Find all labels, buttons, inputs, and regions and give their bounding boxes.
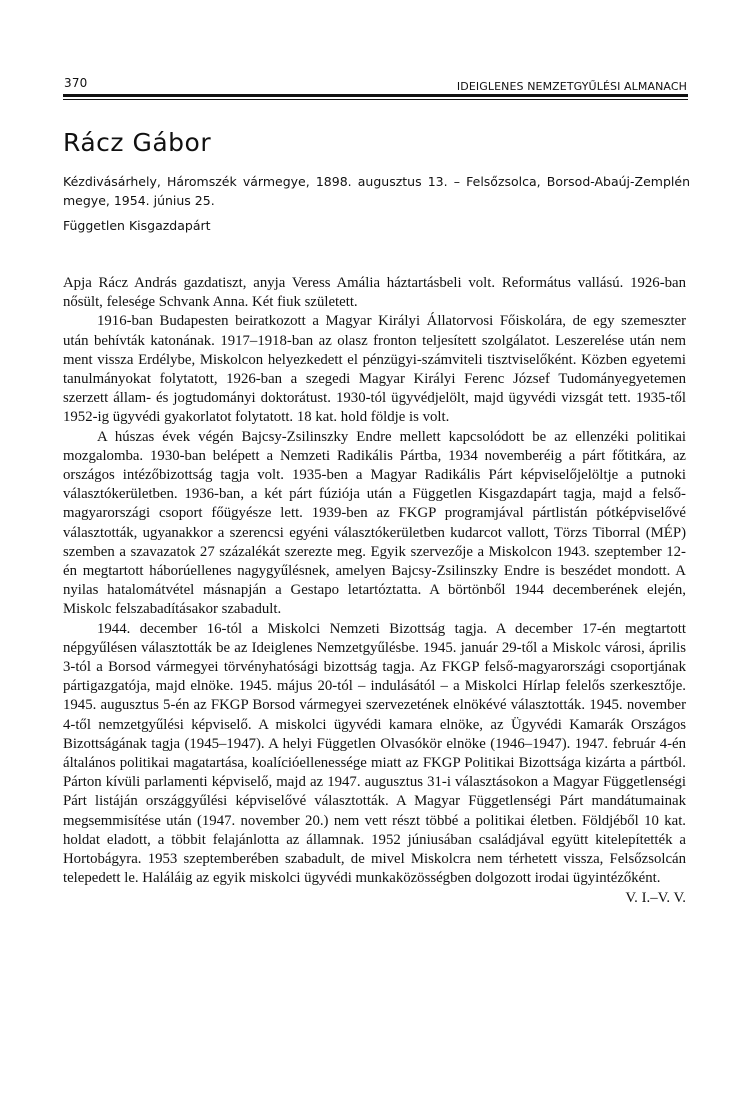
party-affiliation: Független Kisgazdapárt	[63, 218, 211, 233]
entry-name: Rácz Gábor	[63, 128, 212, 157]
paragraph-education: 1916-ban Budapesten beiratkozott a Magyar Királyi Állatorvosi Főiskolára, de egy szemeszter után behívták katonának. 1917–1918-ban az olasz fronton teljesített szolgálatot. Leszerelése után nem ment vissza Erdélybe, Miskolcon helyezkedett el pénzügyi-számviteli tisztviselőként. Közben egyetemi tanulmányokat folytatott, 1926-ban a szegedi Magyar Királyi Ferenc József Tudományegyetemen szerzett állam- és jogtudományi doktorátust. 1930-tól ügyvédjelölt, majd ügyvédi vizsgát tett. 1935-től 1952-ig ügyvédi gyakorlatot folytatott. 18 kat. hold földje is volt.	[63, 313, 686, 426]
paragraph-early-politics: A húszas évek végén Bajcsy-Zsilinszky Endre mellett kapcsolódott be az ellenzéki politikai mozgalomba. 1930-ban belépett a Nemzeti Radikális Pártba, 1934 novemberéig a párt főtitkára, az országos intézőbizottság tagja volt. 1935-ben a Magyar Radikális Párt képviselőjelöltje a putnoki választókerületben. 1936-ban, a két párt fúziója után a Független Kisgazdapárt tagja, majd a felső-magyarországi csoport főügyésze lett. 1939-ben az FKGP programjával pártlistán pótképviselővé választották, ugyanakkor a szerencsi egyéni választókerületben kudarcot vallott, Törzs Tiborral (MÉP) szemben a szavazatok 27 százalékát szerezte meg. Egyik szervezője a Miskolcon 1943. szeptember 12-én megtartott háborúellenes nagygyűlésnek, amelyen Bajcsy-Zsilinszky Endre is beszédet mondott. A nyilas hatalomátvétel másnapján a Gestapo letartóztatta. A börtönből 1944 decemberének elején, Miskolc felszabadításakor szabadult.	[63, 428, 686, 618]
header-rule-thick	[63, 94, 688, 97]
page-number: 370	[64, 76, 88, 90]
author-signature: V. I.–V. V.	[625, 889, 686, 906]
paragraph-post-war: 1944. december 16-tól a Miskolci Nemzeti Bizottság tagja. A december 17-én megtartott népgyűlésen választották be az Ideiglenes Nemzetgyűlésbe. 1945. január 29-től a Miskolc városi, április 3-tól a Borsod vármegyei törvényhatósági bizottság tagja. Az FKGP felső-magyarországi csoportjának pártigazgatója, majd elnöke. 1945. május 20-tól – indulásától – a Miskolci Hírlap felelős szerkesztője. 1945. augusztus 5-én az FKGP Borsod vármegyei szervezetének elnökévé választották. 1945. november 4-től nemzetgyűlési képviselő. A miskolci ügyvédi kamara elnöke, az Ügyvédi Kamarák Országos Bizottságának tagja (1945–1947). A helyi Független Olvasókör elnöke (1946–1947). 1947. február 4-én általános politikai magatartása, koalícióellenessége miatt az FKGP Politikai Bizottsága kizárta a pártból. Párton kívüli parlamenti képviselő, majd az 1947. augusztus 31-i választásokon a Magyar Függetlenségi Párt listáján országgyűlési képviselővé választották. A Magyar Függetlenségi Párt mandátumainak megsemmisítése után (1947. november 20.) nem vett részt többé a politikai életben. Földjéből 10 kat. holdat eladott, a többit felajánlotta az államnak. 1952 júniusában családjával együtt kitelepítették a Hortobágyra. 1953 szeptemberében szabadult, de mivel Miskolcra nem térhetett vissza, Felsőzsolcán telepedett le. Haláláig az egyik miskolci ügyvédi munkaközösségben dolgozott irodai ügyintézőként.	[63, 620, 686, 887]
header-rule-thin	[63, 99, 688, 100]
biography-text	[63, 274, 686, 908]
paragraph-family: Apja Rácz András gazdatiszt, anyja Veress Amália háztartásbeli volt. Református vallású. 1926-ban nősült, felesége Schvank Anna. Két fiuk született.	[63, 275, 686, 311]
birth-death-line: Kézdivásárhely, Háromszék vármegye, 1898. augusztus 13. – Felsőzsolca, Borsod-Abaúj-Zemplén megye, 1954. június 25.	[63, 174, 690, 208]
running-title: IDEIGLENES NEMZETGYŰLÉSI ALMANACH	[456, 80, 687, 93]
